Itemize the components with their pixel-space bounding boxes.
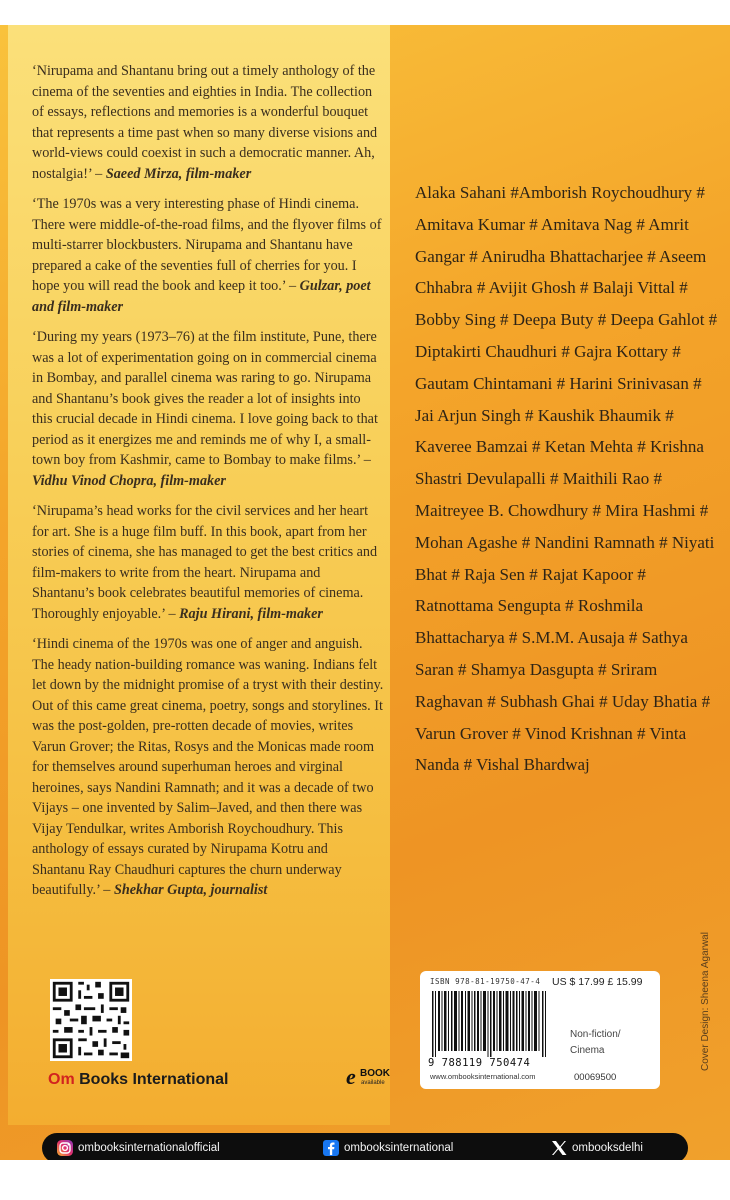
quote-4: ‘Nirupama’s head works for the civil services and her heart for art. She is a huge film buff. In this book, apart from her stories of cinema, she has managed to get the best critics and film-makers to write from the heart. Nirupama and Shantanu’s book celebrates beautiful memories of cinema. Thoroughly enjoyable.’ – Raju Hirani, film-maker <box>32 503 378 622</box>
social-instagram[interactable]: ombooksinternationalofficial <box>56 1138 220 1158</box>
quote-2: ‘The 1970s was a very interesting phase of Hindi cinema. There were middle-of-the-road films, and the flyover films of multi-starrer blockbusters. Nirupama and Shantanu have prepared a cake of the seventies full of cherries for you. I hope you will read the book and keep it too.’ – Gulzar, poet and film-maker <box>32 196 382 315</box>
quote-3: ‘During my years (1973–76) at the film institute, Pune, there was a lot of experimentation going on in commercial cinema in Bombay, and parallel cinema was raring to go. Nirupama and Shantanu’s book gives the reader a lot of insights into this crucial decade in Hindi cinema. I love going back to that period as it energizes me and reminds me of why I, a small-town boy from Kashmir, came to Bombay to make films.’ – Vidhu Vinod Chopra, film-maker <box>32 329 378 489</box>
quotes-panel <box>8 25 390 1125</box>
price-label: US $ 17.99 £ 15.99 <box>552 976 643 988</box>
quote-attribution: Gulzar, poet and film-maker <box>32 278 371 315</box>
social-bar <box>42 1133 688 1160</box>
social-x[interactable]: ombooksdelhi <box>550 1138 643 1158</box>
quote-attribution: Saeed Mirza, film-maker <box>105 165 252 182</box>
publisher-website[interactable]: www.ombooksinternational.com <box>430 1072 536 1081</box>
quote-5: ‘Hindi cinema of the 1970s was one of anger and anguish. The heady nation-building romance was waning. Indians felt let down by the midnight promise of a tryst with their destiny. Out of this came great cinema, poetry, songs and storylines. It was the post-golden, pre-rotten decade of movies, writes Varun Grover; the Ritas, Rosys and the Monicas made room for themselves around superhuman heroes and virginal heroines, says Nandini Ramnath; and it was a decade of two Vijays – one invented by Salim–Javed, and then there was Vijay Tendulkar, writes Amborish Roychoudhury. This anthology of essays curated by Nirupama Kotru and Shantanu Ray Chaudhuri captures the churn underway beautifully.’ – Shekhar Gupta, journalist <box>32 636 384 898</box>
contributors-list: Alaka Sahani #Amborish Roychoudhury # Amitava Kumar # Amitava Nag # Amrit Gangar # Anirudha Bhattacharjee # Aseem Chhabra # Avijit Ghosh # Balaji Vittal # Bobby Sing # Deepa Buty # Deepa Gahlot # Diptakirti Chaudhuri # Gajra Kottary # Gautam Chintamani # Harini Srinivasan # Jai Arjun Singh # Kaushik Bhaumik # Kaveree Bamzai # Ketan Mehta # Krishna Shastri Devulapalli # Maithili Rao # Maitreyee B. Chowdhury # Mira Hashmi # Mohan Agashe # Nandini Ramnath # Niyati Bhat # Raja Sen # Rajat Kapoor # Ratnottama Sengupta # Roshmila Bhattacharya # S.M.M. Ausaja # Sathya Saran # Shamya Dasgupta # Sriram Raghavan # Subhash Ghai # Uday Bhatia # Varun Grover # Vinod Krishnan # Vinta Nanda # Vishal Bhardwaj <box>415 183 718 775</box>
quote-attribution: Raju Hirani, film-maker <box>179 605 323 622</box>
ebook-e-icon <box>345 1065 361 1089</box>
qr-code-icon[interactable] <box>50 979 132 1061</box>
x-logo-icon <box>550 1139 568 1157</box>
quote-1: ‘Nirupama and Shantanu bring out a timely anthology of the cinema of the seventies and eighties in India. The collection of essays, reflections and memories is a wonderful bouquet that represents a time past when so many diverse visions and world-views could coexist in such a democratic manner. Ah, nostalgia!’ – Saeed Mirza, film-maker <box>32 63 378 182</box>
cover-design-credit: Cover Design: Sheena Agarwal <box>700 932 711 1071</box>
quote-attribution: Shekhar Gupta, journalist <box>113 882 268 898</box>
genre-label: Non-fiction/ Cinema <box>570 1029 621 1056</box>
book-back-cover <box>0 25 730 1160</box>
product-code: 00069500 <box>574 1072 617 1083</box>
isbn-label: ISBN 978-81-19750-47-4 <box>430 977 541 986</box>
barcode-icon <box>430 991 548 1057</box>
publisher-logo: Om Books International <box>48 1071 229 1088</box>
svg-text:e: e <box>346 1065 356 1089</box>
social-facebook[interactable]: ombooksinternational <box>322 1138 453 1158</box>
isbn-digits: 9 788119 750474 <box>428 1057 531 1069</box>
quotes-list <box>32 61 384 911</box>
instagram-icon <box>56 1139 74 1157</box>
barcode-panel <box>420 971 660 1089</box>
quote-attribution: Vidhu Vinod Chopra, film-maker <box>32 472 226 489</box>
facebook-icon <box>322 1139 340 1157</box>
ebook-badge: e BOOK available <box>346 1065 390 1089</box>
